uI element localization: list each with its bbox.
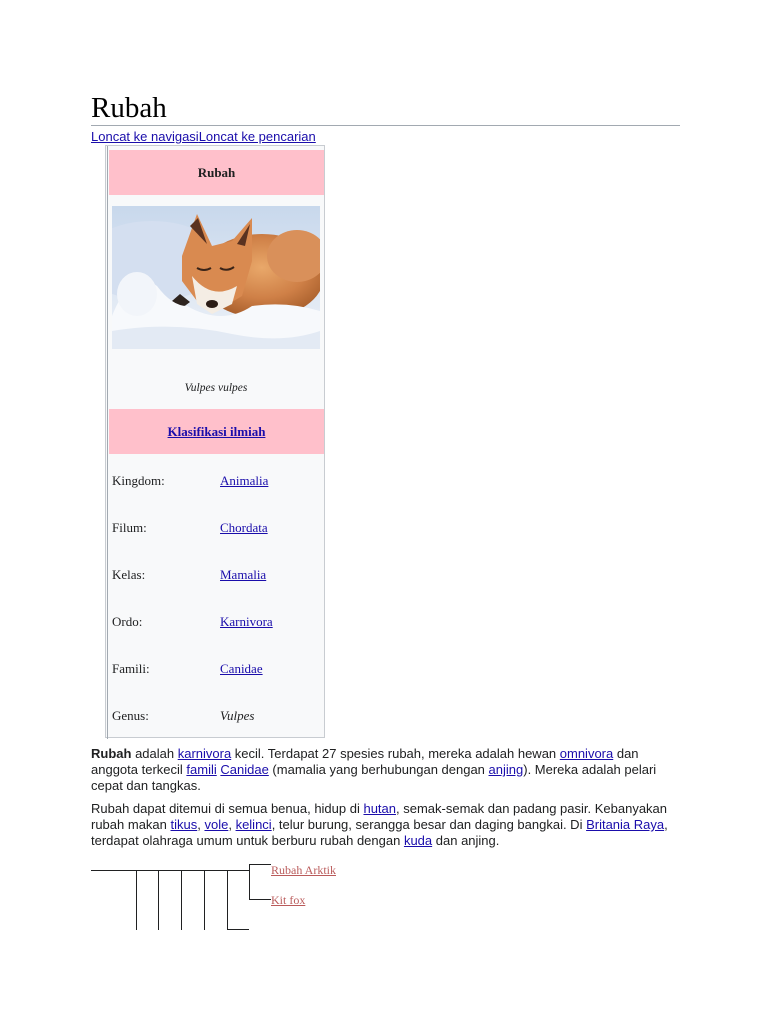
row-border xyxy=(107,504,108,544)
clado-branch xyxy=(249,864,250,900)
text: , telur burung, serangga besar dan daging bangkai. Di xyxy=(271,817,587,832)
page-title: Rubah xyxy=(91,92,167,124)
text: , terdapat olahraga umum untuk berburu rubah dengan xyxy=(91,817,668,848)
clado-tip xyxy=(227,929,249,930)
habitat-paragraph xyxy=(91,801,683,849)
link-britania-raya[interactable]: Britania Raya xyxy=(586,817,665,832)
clado-label-kit-fox[interactable]: Kit fox xyxy=(271,893,306,907)
taxobox xyxy=(105,145,325,738)
link-canidae[interactable]: Canidae xyxy=(220,762,269,777)
text: Rubah dapat ditemui di semua benua, hidup di xyxy=(91,801,364,816)
taxo-value-link[interactable]: Canidae xyxy=(220,661,263,676)
text: dan anjing. xyxy=(432,833,500,848)
taxo-label: Filum: xyxy=(112,520,147,535)
row-border xyxy=(107,458,108,498)
clado-tip xyxy=(249,899,271,900)
link-omnivora[interactable]: omnivora xyxy=(559,746,614,761)
bold-term: Rubah xyxy=(91,746,132,761)
link-vole[interactable]: vole xyxy=(204,817,229,832)
link-tikus[interactable]: tikus xyxy=(170,817,198,832)
intro-paragraph xyxy=(91,746,683,794)
taxo-label: Ordo: xyxy=(112,614,143,629)
text: , xyxy=(228,817,236,832)
link-kelinci[interactable]: kelinci xyxy=(235,817,272,832)
taxo-row-class xyxy=(112,565,322,585)
clado-tip xyxy=(249,864,271,865)
taxo-label: Genus: xyxy=(112,708,149,723)
classification-header xyxy=(109,409,324,454)
taxo-row-kingdom xyxy=(112,471,322,491)
jump-to-search-link[interactable]: Loncat ke pencarian xyxy=(198,129,316,144)
taxo-label: Kingdom: xyxy=(112,473,165,488)
text: , xyxy=(197,817,205,832)
clado-label-rubah-arktik[interactable]: Rubah Arktik xyxy=(271,863,336,877)
taxo-label: Famili: xyxy=(112,661,150,676)
taxo-value-link[interactable]: Mamalia xyxy=(220,567,267,582)
taxo-value-link[interactable]: Animalia xyxy=(220,473,269,488)
taxo-label: Kelas: xyxy=(112,567,146,582)
red-fox-in-snow-photo[interactable] xyxy=(112,206,320,349)
clado-branch xyxy=(181,870,182,930)
taxo-row-phylum xyxy=(112,518,322,538)
row-border xyxy=(107,598,108,638)
taxo-row-genus xyxy=(112,706,322,726)
jump-to-navigation-link[interactable]: Loncat ke navigasi xyxy=(91,129,199,144)
clado-branch xyxy=(227,870,228,930)
clado-root-line xyxy=(91,870,249,871)
clado-branch xyxy=(204,870,205,930)
clado-branch xyxy=(158,870,159,930)
classification-link[interactable]: Klasifikasi ilmiah xyxy=(167,423,266,439)
text: dan anggota terkecil xyxy=(91,746,639,777)
link-kuda[interactable]: kuda xyxy=(403,833,433,848)
taxo-row-order xyxy=(112,612,322,632)
link-karnivora[interactable]: karnivora xyxy=(177,746,232,761)
text: ). Mereka adalah pelari cepat dan tangkas. xyxy=(91,762,657,793)
text: , semak-semak dan padang pasir. Kebanyakan rubah makan xyxy=(91,801,668,832)
link-hutan[interactable]: hutan xyxy=(363,801,397,816)
row-border xyxy=(107,551,108,591)
taxo-value-link[interactable]: Karnivora xyxy=(220,614,273,629)
jump-links xyxy=(91,129,316,145)
text: (mamalia yang berhubungan dengan xyxy=(268,762,489,777)
link-anjing[interactable]: anjing xyxy=(488,762,524,777)
row-border xyxy=(107,691,108,731)
text: adalah xyxy=(131,746,178,761)
link-famili[interactable]: famili xyxy=(186,762,217,777)
clado-branch xyxy=(136,870,137,930)
taxo-value-link[interactable]: Chordata xyxy=(220,520,268,535)
infobox-caption: Vulpes vulpes xyxy=(184,382,248,394)
taxo-value: Vulpes xyxy=(220,708,255,723)
taxo-row-family xyxy=(112,659,322,679)
row-border xyxy=(107,644,108,684)
text: kecil. Terdapat 27 spesies rubah, mereka adalah hewan xyxy=(231,746,560,761)
infobox-title: Rubah xyxy=(109,150,324,195)
title-divider xyxy=(91,125,680,126)
